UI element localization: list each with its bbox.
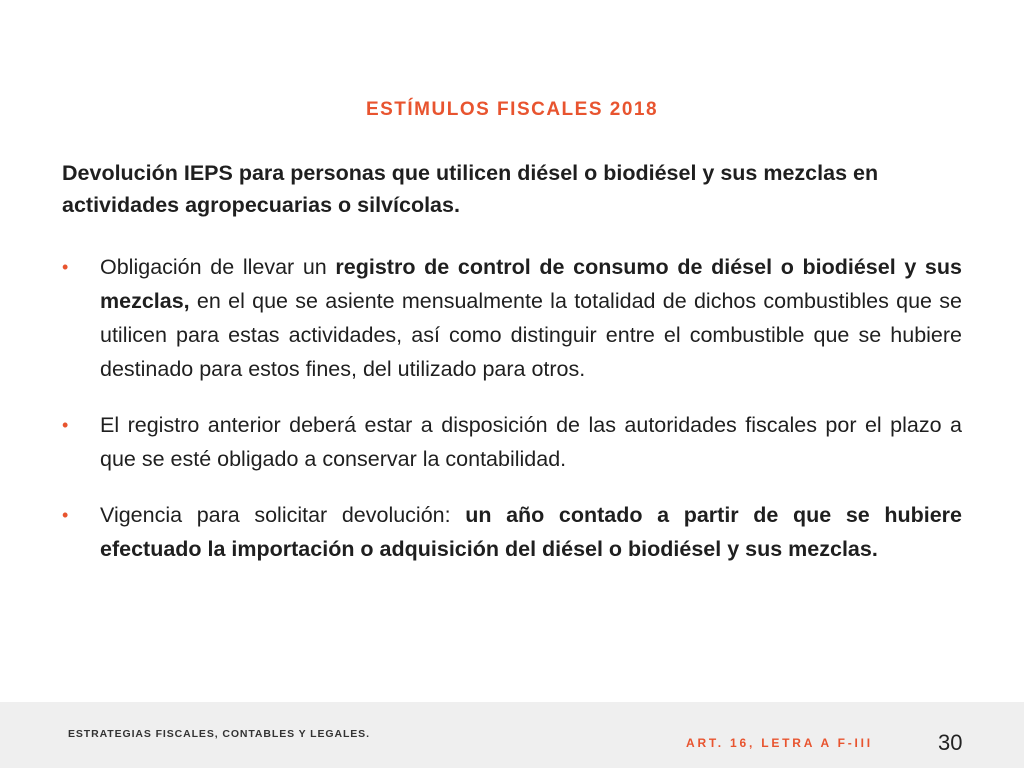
slide-subtitle: Devolución IEPS para personas que utilicen diésel o biodiésel y sus mezclas en actividades agropecuarias o silvícolas.	[62, 161, 879, 217]
bullet-text: Vigencia para solicitar devolución:	[100, 503, 466, 527]
page-number: 30	[938, 730, 963, 755]
footer-company-text: ESTRATEGIAS FISCALES, CONTABLES Y LEGALES.	[68, 728, 370, 740]
bullet-item-registro	[62, 250, 962, 386]
bullet-text: El registro anterior deberá estar a disposición de las autoridades fiscales por el plazo a que se esté obligado a conservar la contabilidad.	[100, 413, 962, 471]
bullet-text: en el que se asiente mensualmente la totalidad de dichos combustibles que se utilicen para estas actividades, así como distinguir entre el combustible que se hubiere destinado para estos fines, del utilizado para otros.	[100, 289, 962, 381]
slide-title: ESTÍMULOS FISCALES 2018	[365, 99, 659, 120]
bullet-text: Obligación de llevar un	[100, 255, 336, 279]
footer-bar	[0, 702, 1024, 768]
bullet-item-vigencia	[62, 498, 962, 566]
footer-article-reference: ART. 16, LETRA A F-III	[686, 736, 873, 750]
bullet-bold-text: registro de control de consumo de diésel o biodiésel y sus mezclas,	[100, 255, 962, 313]
bullet-marker: •	[62, 257, 69, 277]
bullet-list	[62, 250, 962, 588]
bullet-item-disposicion	[62, 408, 962, 476]
bullet-bold-text: un año contado a partir de que se hubiere efectuado la importación o adquisición del diésel o biodiésel y sus mezclas.	[100, 503, 962, 561]
bullet-marker: •	[62, 505, 69, 525]
bullet-marker: •	[62, 415, 69, 435]
